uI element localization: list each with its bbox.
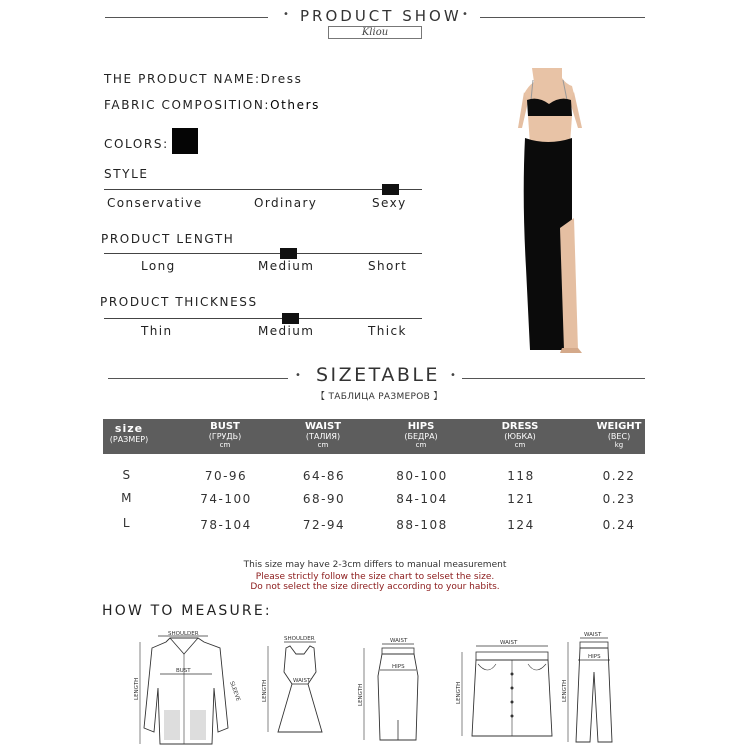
length-marker bbox=[280, 248, 297, 259]
header-dot-right: • bbox=[462, 9, 468, 20]
pants-measure-diagram bbox=[560, 632, 620, 744]
label-hips: HIPS bbox=[392, 664, 405, 670]
label-waist: WAIST bbox=[584, 632, 602, 638]
brand-label: Kliou bbox=[328, 26, 422, 39]
thickness-option-thick: Thick bbox=[368, 324, 407, 338]
col-bust: BUST (ГРУДЬ) cm bbox=[208, 421, 242, 449]
style-option-sexy: Sexy bbox=[372, 196, 407, 210]
label-length: LENGTH bbox=[456, 681, 462, 704]
cell-weight: 0.24 bbox=[602, 518, 636, 532]
sizetable-subtitle: 【 ТАБЛИЦА РАЗМЕРОВ 】 bbox=[316, 392, 443, 402]
col-hips: HIPS (БЕДРА) cm bbox=[404, 421, 438, 449]
fabric-label: FABRIC COMPOSITION: bbox=[104, 98, 271, 112]
label-waist: WAIST bbox=[293, 678, 311, 684]
cell-weight: 0.22 bbox=[602, 469, 636, 483]
cell-dress: 121 bbox=[507, 492, 535, 506]
cell-size: S bbox=[122, 468, 132, 482]
cell-bust: 74-100 bbox=[200, 492, 252, 506]
label-length: LENGTH bbox=[562, 679, 568, 702]
thickness-title: PRODUCT THICKNESS bbox=[100, 295, 258, 309]
label-waist: WAIST bbox=[500, 640, 518, 646]
label-shoulder: SHOULDER bbox=[168, 631, 199, 637]
dress-measure-diagram bbox=[256, 632, 326, 742]
length-scale-line bbox=[104, 253, 422, 254]
length-option-long: Long bbox=[141, 259, 176, 273]
cell-size: L bbox=[122, 516, 132, 530]
label-shoulder: SHOULDER bbox=[284, 636, 315, 642]
header-line-left bbox=[105, 17, 268, 18]
measurement-note: This size may have 2-3cm differs to manual measurement bbox=[243, 560, 507, 570]
cell-hips: 80-100 bbox=[396, 469, 448, 483]
sizetable-dot-right: • bbox=[450, 370, 456, 381]
length-title: PRODUCT LENGTH bbox=[101, 232, 235, 246]
col-weight: WEIGHT (ВЕС) kg bbox=[596, 421, 642, 449]
color-swatch-black[interactable] bbox=[172, 128, 198, 154]
warning-note bbox=[0, 572, 750, 592]
label-hips: HIPS bbox=[588, 654, 601, 660]
cell-size: M bbox=[121, 491, 133, 505]
cell-bust: 70-96 bbox=[204, 469, 248, 483]
label-bust: BUST bbox=[176, 668, 191, 674]
cell-waist: 68-90 bbox=[302, 492, 346, 506]
length-option-short: Short bbox=[368, 259, 408, 273]
style-title: STYLE bbox=[104, 167, 149, 181]
col-dress: DRESS (ЮБКА) cm bbox=[501, 421, 539, 449]
style-option-ordinary: Ordinary bbox=[254, 196, 318, 210]
cell-hips: 88-108 bbox=[396, 518, 448, 532]
how-to-measure-title: HOW TO MEASURE: bbox=[102, 603, 272, 619]
cell-bust: 78-104 bbox=[200, 518, 252, 532]
fabric-composition bbox=[104, 98, 320, 112]
header-dot-left: • bbox=[283, 9, 289, 20]
thickness-scale-line bbox=[104, 318, 422, 319]
thickness-option-medium: Medium bbox=[258, 324, 315, 338]
warning-line-1: Please strictly follow the size chart to selset the size. bbox=[255, 572, 495, 582]
cell-waist: 72-94 bbox=[302, 518, 346, 532]
label-length: LENGTH bbox=[262, 679, 268, 702]
col-size: size (РАЗМЕР) bbox=[109, 422, 149, 444]
header-line-right bbox=[480, 17, 645, 18]
thickness-option-thin: Thin bbox=[141, 324, 173, 338]
colors-label: COLORS: bbox=[104, 137, 169, 151]
sizetable-title: SIZETABLE bbox=[316, 364, 440, 386]
product-photo bbox=[500, 68, 600, 353]
cell-waist: 64-86 bbox=[302, 469, 346, 483]
shirt-measure-diagram bbox=[130, 628, 242, 748]
size-table-header bbox=[103, 419, 645, 454]
fabric-value: Others bbox=[270, 98, 320, 112]
cell-weight: 0.23 bbox=[602, 492, 636, 506]
style-option-conservative: Conservative bbox=[107, 196, 203, 210]
label-waist: WAIST bbox=[390, 638, 408, 644]
length-option-medium: Medium bbox=[258, 259, 315, 273]
label-sleeve: SLEEVE bbox=[228, 680, 241, 703]
cell-dress: 118 bbox=[507, 469, 535, 483]
style-scale-line bbox=[104, 189, 422, 190]
shorts-measure-diagram bbox=[454, 640, 554, 740]
label-length: LENGTH bbox=[134, 677, 140, 700]
sizetable-line-right bbox=[462, 378, 645, 379]
col-waist: WAIST (ТАЛИЯ) cm bbox=[304, 421, 342, 449]
label-length: LENGTH bbox=[358, 683, 364, 706]
page-title: PRODUCT SHOW bbox=[300, 7, 462, 25]
product-name: THE PRODUCT NAME:Dress bbox=[104, 72, 303, 86]
cell-hips: 84-104 bbox=[396, 492, 448, 506]
cell-dress: 124 bbox=[507, 518, 535, 532]
sizetable-line-left bbox=[108, 378, 288, 379]
style-marker bbox=[382, 184, 399, 195]
sizetable-dot-left: • bbox=[295, 370, 301, 381]
skirt-measure-diagram bbox=[352, 636, 422, 744]
warning-line-2: Do not select the size directly according to your habits. bbox=[250, 582, 500, 592]
thickness-marker bbox=[282, 313, 299, 324]
